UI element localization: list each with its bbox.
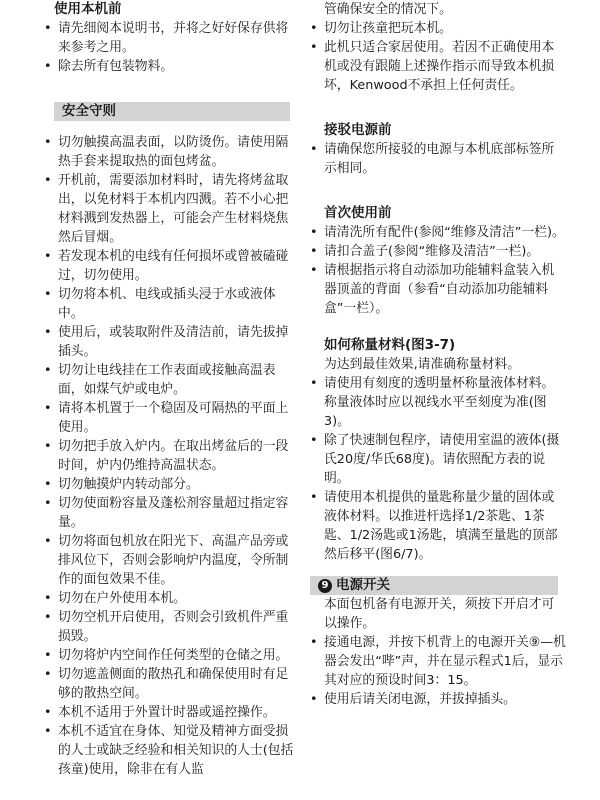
measure-title: 如何称量材料(图3-7) [324,337,456,353]
list-item: • 切勿空机开启使用，否则会引致机件严重损毁。 [44,608,300,646]
power-switch-title-text: 电源开关 [336,577,390,593]
list-item: • 本机不适用于外置计时器或遥控操作。 [44,703,300,722]
continued-text: 管确保安全的情况下。 [324,2,452,17]
usage-title: 使用本机前 [54,1,122,17]
list-item: • 请扣合盖子(参阅“维修及清洁”一栏)。 [310,242,566,261]
list-item: • 此机只适合家居使用。若因不正确使用本机或没有跟随上述操作指示而导致本机损坏，Kenwood不承担上任何责任。 [310,38,566,95]
list-item: • 请使用本机提供的量匙称量少量的固体或液体材料。以推进杆选择1/2茶匙、1茶匙、1/2汤匙或1汤匙，填满至量匙的顶部然后移平(图6/7)。 [310,488,566,564]
list-item: • 开机前，需要添加材料时，请先将烤盆取出，以免材料于本机内四溅。若不小心把材料溅到发热器上，可能会产生材料烧焦然后冒烟。 [44,171,300,247]
power-title: 接驳电源前 [324,122,392,138]
list-item: • 切勿触摸炉内转动部分。 [44,475,300,494]
list-item: • 切勿把手放入炉内。在取出烤盆后的一段时间，炉内仍维持高温状态。 [44,437,300,475]
list-item: • 切勿将本机、电线或插头浸于水或液体中。 [44,285,300,323]
list-item: • 切勿在户外使用本机。 [44,589,300,608]
list-item: • 切勿遮盖侧面的散热孔和确保使用时有足够的散热空间。 [44,665,300,703]
left-column [44,0,300,779]
list-item: • 请根据指示将自动添加功能辅料盒装入机器顶盖的背面（参看“自动添加功能辅料盒”一栏）。 [310,261,566,318]
right-column [310,0,566,709]
list-item: • 接通电源，并按下机背上的电源开关⑨—机器会发出“哔”声，并在显示程式1后，显示其对应的预设时间3：15。 [310,633,566,690]
list-item: • 使用后，或装取附件及清洁前，请先拔掉插头。 [44,323,300,361]
list-item: • 切勿触摸高温表面，以防烫伤。请使用隔热手套来提取热的面包烤盆。 [44,133,300,171]
switch-intro: 本面包机备有电源开关，须按下开启才可以操作。 [324,597,555,631]
list-item: • 请清洗所有配件(参阅“维修及清洁”一栏)。 [310,223,566,242]
list-item: • 请使用有刻度的透明量杯称量液体材料。称量液体时应以视线水平至刻度为准(图3)。 [310,374,566,431]
first-use-title: 首次使用前 [324,205,392,221]
list-item: • 本机不适宜在身体、知觉及精神方面受损的人士或缺乏经验和相关知识的人士(包括孩童)使用，除非在有人监 [44,722,300,779]
list-item: • 若发现本机的电线有任何损坏或曾被磕碰过，切勿使用。 [44,247,300,285]
number-9-icon: 9 [318,579,332,593]
list-item: • 请先细阅本说明书，并将之好好保存供将来参考之用。 [44,19,300,57]
list-item: • 切勿让电线挂在工作表面或接触高温表面，如煤气炉或电炉。 [44,361,300,399]
list-item: • 除去所有包装物料。 [44,57,300,76]
list-item: • 切勿将炉内空间作任何类型的仓储之用。 [44,646,300,665]
list-item: • 使用后请关闭电源，并拔掉插头。 [310,690,566,709]
list-item: • 切勿让孩童把玩本机。 [310,19,566,38]
power-switch-title [310,576,558,595]
list-item: • 切勿使面粉容量及蓬松剂容量超过指定容量。 [44,494,300,532]
measure-intro: 为达到最佳效果,请准确称量材料。 [324,357,521,372]
list-item: • 请确保您所接驳的电源与本机底部标签所示相同。 [310,140,566,178]
list-item: • 除了快速制包程序，请使用室温的液体(摄氏20度/华氏68度)。请依照配方表的说明。 [310,431,566,488]
list-item: • 切勿将面包机放在阳光下、高温产品旁或排风位下，否则会影响炉内温度，令所制作的面包效果不佳。 [44,532,300,589]
safety-title: 安全守则 [54,102,290,121]
list-item: • 请将本机置于一个稳固及可隔热的平面上使用。 [44,399,300,437]
